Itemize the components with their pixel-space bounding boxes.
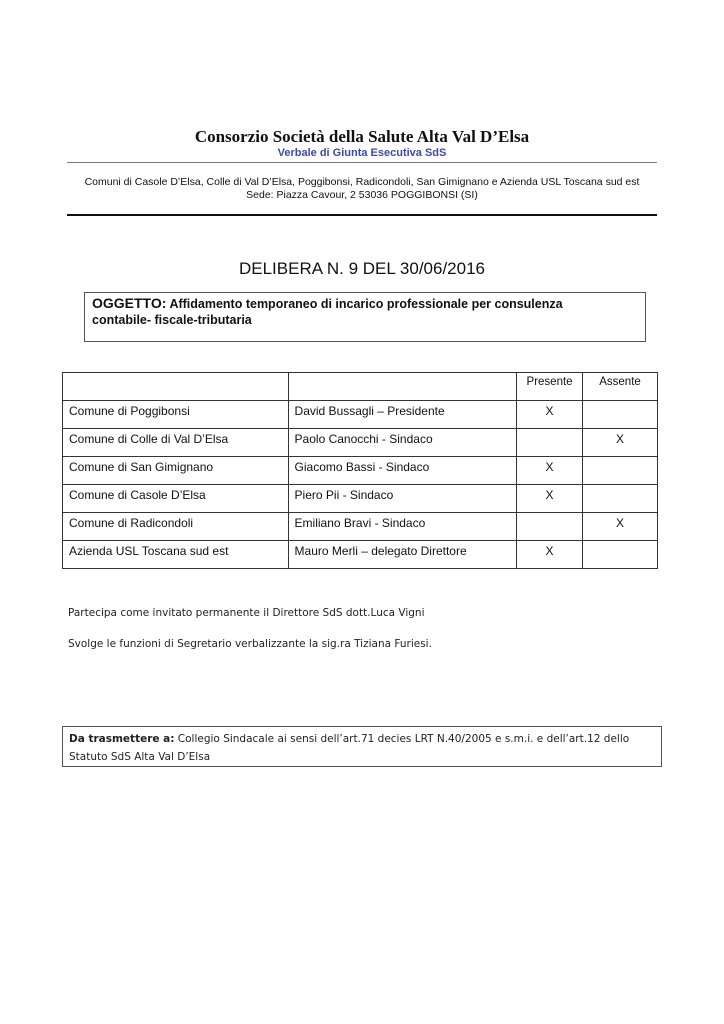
cell-ente: Comune di Colle di Val D’Elsa bbox=[63, 429, 289, 457]
table-header-row bbox=[63, 373, 658, 401]
segretario-paragraph: Svolge le funzioni di Segretario verbalizzante la sig.ra Tiziana Furiesi. bbox=[68, 638, 432, 650]
cell-nome: Paolo Canocchi - Sindaco bbox=[288, 429, 517, 457]
cell-nome: Emiliano Bravi - Sindaco bbox=[288, 513, 517, 541]
trasmettere-box bbox=[62, 726, 662, 767]
cell-assente: X bbox=[583, 429, 658, 457]
header-cell-presente: Presente bbox=[517, 373, 583, 401]
table-row bbox=[63, 513, 658, 541]
cell-ente: Azienda USL Toscana sud est bbox=[63, 541, 289, 569]
cell-presente bbox=[517, 429, 583, 457]
trasmettere-text-line1: Collegio Sindacale ai sensi dell’art.71 decies LRT N.40/2005 e s.m.i. e dell’art.12 dello bbox=[177, 733, 630, 745]
table-row bbox=[63, 457, 658, 485]
header-bottom-divider bbox=[67, 214, 657, 216]
oggetto-box bbox=[84, 292, 646, 342]
document-subtitle: Verbale di Giunta Esecutiva SdS bbox=[277, 147, 447, 159]
attendance-table bbox=[62, 372, 658, 569]
invitato-paragraph: Partecipa come invitato permanente il Direttore SdS dott.Luca Vigni bbox=[68, 607, 425, 619]
trasmettere-text-line2: Statuto SdS Alta Val D’Elsa bbox=[69, 751, 211, 763]
cell-assente bbox=[583, 485, 658, 513]
cell-ente: Comune di Radicondoli bbox=[63, 513, 289, 541]
cell-presente: X bbox=[517, 401, 583, 429]
cell-assente bbox=[583, 541, 658, 569]
cell-presente bbox=[517, 513, 583, 541]
header-cell-assente: Assente bbox=[583, 373, 658, 401]
table-row bbox=[63, 541, 658, 569]
delibera-heading: DELIBERA N. 9 DEL 30/06/2016 bbox=[238, 259, 486, 278]
cell-presente: X bbox=[517, 485, 583, 513]
cell-ente: Comune di San Gimignano bbox=[63, 457, 289, 485]
cell-assente bbox=[583, 401, 658, 429]
cell-presente: X bbox=[517, 457, 583, 485]
oggetto-text-line1: Affidamento temporaneo di incarico professionale per consulenza bbox=[169, 297, 563, 311]
header-cell-ente bbox=[63, 373, 289, 401]
oggetto-label: OGGETTO: bbox=[92, 295, 167, 311]
table-row bbox=[63, 429, 658, 457]
header-divider bbox=[67, 162, 657, 163]
trasmettere-label: Da trasmettere a: bbox=[69, 733, 175, 745]
cell-nome: David Bussagli – Presidente bbox=[288, 401, 517, 429]
communes-line: Comuni di Casole D’Elsa, Colle di Val D’Elsa, Poggibonsi, Radicondoli, San Gimignano e Azienda USL Toscana sud est bbox=[84, 176, 640, 188]
cell-nome: Giacomo Bassi - Sindaco bbox=[288, 457, 517, 485]
cell-nome: Piero Pii - Sindaco bbox=[288, 485, 517, 513]
cell-ente: Comune di Poggibonsi bbox=[63, 401, 289, 429]
cell-assente: X bbox=[583, 513, 658, 541]
header-cell-nome bbox=[288, 373, 517, 401]
table-row bbox=[63, 485, 658, 513]
cell-ente: Comune di Casole D’Elsa bbox=[63, 485, 289, 513]
cell-assente bbox=[583, 457, 658, 485]
oggetto-text-line2: contabile- fiscale-tributaria bbox=[92, 313, 252, 327]
sede-line: Sede: Piazza Cavour, 2 53036 POGGIBONSI (SI) bbox=[246, 189, 478, 201]
cell-presente: X bbox=[517, 541, 583, 569]
document-title: Consorzio Società della Salute Alta Val D’Elsa bbox=[194, 127, 530, 146]
table-row bbox=[63, 401, 658, 429]
cell-nome: Mauro Merli – delegato Direttore bbox=[288, 541, 517, 569]
